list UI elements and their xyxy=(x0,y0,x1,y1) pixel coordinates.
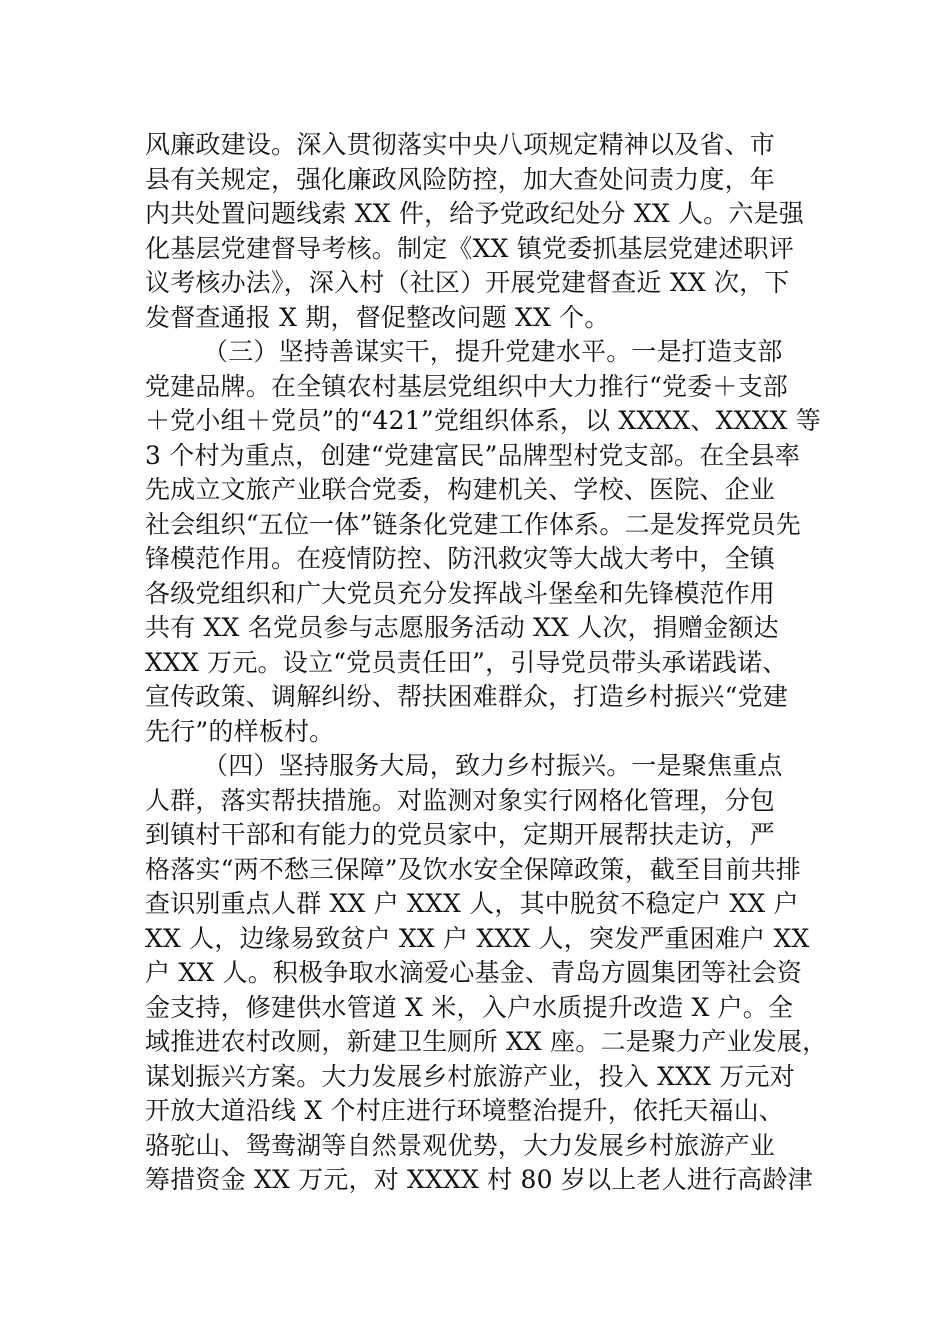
body-text xyxy=(145,128,828,1198)
text-line: XXX 万元。设立“党员责任田”，引导党员带头承诺践诺、 xyxy=(145,647,788,677)
text-line: 宣传政策、调解纠纷、帮扶困难群众，打造乡村振兴“党建 xyxy=(145,682,788,711)
text-line: 骆驼山、鸳鸯湖等自然景观优势，大力发展乡村旅游产业 xyxy=(145,1130,776,1160)
section-heading-line: （三）坚持善谋实干，提升党建水平。一是打造支部 xyxy=(203,337,783,366)
text-line: 筹措资金 XX 万元，对 XXXX 村 80 岁以上老人进行高龄津 xyxy=(145,1165,813,1194)
text-line: 化基层党建督导考核。制定《XX 镇党委抓基层党建述职评 xyxy=(145,233,794,263)
text-line: 发督查通报 X 期，督促整改问题 XX 个。 xyxy=(145,302,610,332)
text-line: 3 个村为重点，创建“党建富民”品牌型村党支部。在全县率 xyxy=(145,440,801,470)
text-line: 开放大道沿线 X 个村庄进行环境整治提升，依托天福山、 xyxy=(145,1096,785,1125)
text-line: 风廉政建设。深入贯彻落实中央八项规定精神以及省、市 xyxy=(145,130,776,159)
text-line: 金支持，修建供水管道 X 米，入户水质提升改造 X 户。全 xyxy=(145,992,794,1022)
text-line: ＋党小组＋党员”的“421”党组织体系，以 XXXX、XXXX 等 xyxy=(145,406,821,435)
text-line: 域推进农村改厕，新建卫生厕所 XX 座。二是聚力产业发展， xyxy=(145,1027,828,1056)
text-line: 县有关规定，强化廉政风险防控，加大查处问责力度，年 xyxy=(145,164,776,194)
text-line: 查识别重点人群 XX 户 XXX 人，其中脱贫不稳定户 XX 户 xyxy=(145,889,799,918)
text-line: 到镇村干部和有能力的党员家中，定期开展帮扶走访，严 xyxy=(145,820,776,849)
text-line: 先行”的样板村。 xyxy=(145,716,335,746)
text-line: 各级党组织和广大党员充分发挥战斗堡垒和先锋模范作用 xyxy=(145,578,776,608)
text-line: 人群，落实帮扶措施。对监测对象实行网格化管理，分包 xyxy=(145,785,776,815)
text-line: 格落实“两不愁三保障”及饮水安全保障政策，截至目前共排 xyxy=(145,854,801,884)
text-line: 锋模范作用。在疫情防控、防汛救灾等大战大考中，全镇 xyxy=(145,544,776,573)
section-heading-line: （四）坚持服务大局，致力乡村振兴。一是聚焦重点 xyxy=(203,751,783,780)
text-line: 户 XX 人。积极争取水滴爱心基金、青岛方圆集团等社会资 xyxy=(145,958,803,987)
text-line: 议考核办法》，深入村（社区）开展党建督查近 XX 次，下 xyxy=(145,268,790,297)
text-line: 谋划振兴方案。大力发展乡村旅游产业，投入 XXX 万元对 xyxy=(145,1061,795,1091)
text-line: 先成立文旅产业联合党委，构建机关、学校、医院、企业 xyxy=(145,475,776,504)
text-line: 共有 XX 名党员参与志愿服务活动 XX 人次，捐赠金额达 xyxy=(145,613,779,642)
text-line: 党建品牌。在全镇农村基层党组织中大力推行“党委＋支部 xyxy=(145,371,788,401)
text-line: XX 人，边缘易致贫户 XX 户 XXX 人，突发严重困难户 XX xyxy=(145,923,810,953)
text-line: 内共处置问题线索 XX 件，给予党政纪处分 XX 人。六是强 xyxy=(145,199,804,228)
text-line: 社会组织“五位一体”链条化党建工作体系。二是发挥党员先 xyxy=(145,509,801,539)
